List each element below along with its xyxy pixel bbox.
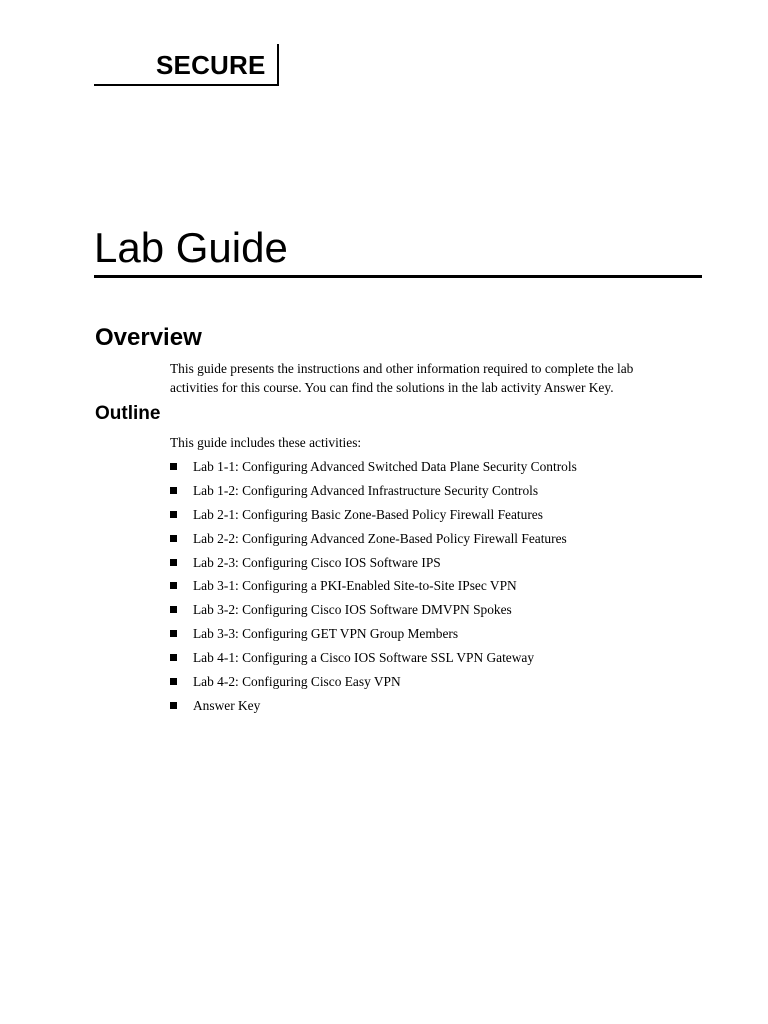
list-item-text: Lab 1-1: Configuring Advanced Switched Data Plane Security Controls <box>193 459 577 474</box>
list-item-text: Answer Key <box>193 697 261 713</box>
list-item-text: Lab 2-2: Configuring Advanced Zone-Based Policy Firewall Features <box>193 530 567 546</box>
running-header <box>94 44 279 88</box>
title-rule <box>94 275 702 278</box>
outline-intro: This guide includes these activities: <box>170 435 362 450</box>
square-bullet-icon <box>170 559 177 566</box>
list-item-text: Lab 4-2: Configuring Cisco Easy VPN <box>193 674 401 690</box>
list-item-text: Lab 4-1: Configuring a Cisco IOS Software SSL VPN Gateway <box>193 650 535 666</box>
square-bullet-icon <box>170 582 177 589</box>
list-item-text: Lab 3-2: Configuring Cisco IOS Software DMVPN Spokes <box>193 602 512 618</box>
overview-line-1: This guide presents the instructions and other information required to complete the lab <box>170 361 634 376</box>
header-label: SECURE <box>156 50 266 80</box>
square-bullet-icon <box>170 487 177 494</box>
overview-paragraph <box>170 359 670 397</box>
list-item-text: Lab 3-1: Configuring a PKI-Enabled Site-to-Site IPsec VPN <box>193 578 517 594</box>
square-bullet-icon <box>170 654 177 661</box>
square-bullet-icon <box>170 678 177 685</box>
header-vertical-rule <box>277 44 279 86</box>
overview-heading: Overview <box>95 324 202 351</box>
outline-heading: Outline <box>95 403 161 424</box>
square-bullet-icon <box>170 606 177 613</box>
page-title: Lab Guide <box>94 224 288 271</box>
list-item-text: Lab 2-3: Configuring Cisco IOS Software IPS <box>193 554 441 570</box>
header-horizontal-rule <box>94 84 279 86</box>
list-item-text: Lab 2-1: Configuring Basic Zone-Based Policy Firewall Features <box>193 506 543 522</box>
square-bullet-icon <box>170 630 177 637</box>
square-bullet-icon <box>170 702 177 709</box>
list-item-text: Lab 1-2: Configuring Advanced Infrastructure Security Controls <box>193 482 539 498</box>
overview-line-2: activities for this course. You can find the solutions in the lab activity Answer Key. <box>170 380 614 395</box>
square-bullet-icon <box>170 535 177 542</box>
square-bullet-icon <box>170 511 177 518</box>
list-item-text: Lab 3-3: Configuring GET VPN Group Members <box>193 626 459 642</box>
square-bullet-icon <box>170 463 177 470</box>
